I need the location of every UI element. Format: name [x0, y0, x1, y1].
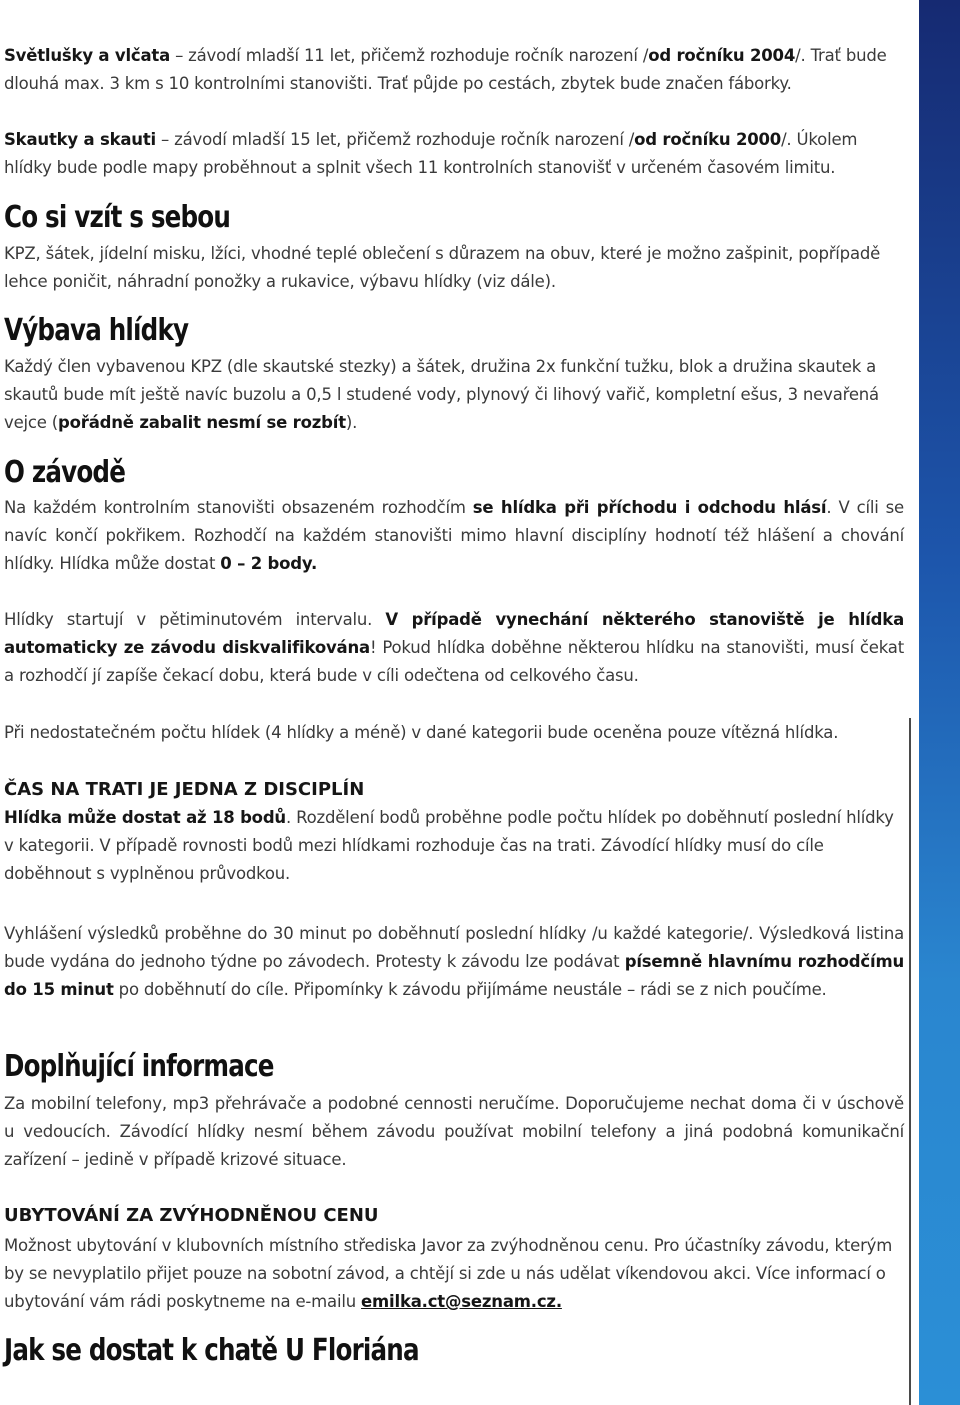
side-color-band — [919, 0, 960, 1405]
bold-text: V případě vynechání některého stanoviště je hlídka automaticky ze závodu diskvalifikována — [4, 610, 905, 657]
email-link[interactable]: emilka.ct@seznam.cz. — [361, 1292, 562, 1311]
paragraph-zavod-3: Při nedostatečném počtu hlídek (4 hlídky a méně) v dané kategorii bude oceněna pouze vítězná hlídka. — [4, 723, 839, 742]
paragraph-doplnujici: Za mobilní telefony, mp3 přehrávače a podobné cennosti neručíme. Doporučujeme nechat doma či v úschově u vedoucích. Závodící hlídky nesmí během závodu používat mobilní telefony a jiná podobná komunikační zařízení – jedině v případě krizové situace. — [4, 1094, 904, 1169]
heading-co-si-vzit: Co si vzít s sebou — [4, 200, 231, 235]
paragraph-vybava — [4, 353, 904, 437]
paragraph-ubytovani — [4, 1232, 904, 1316]
side-divider-line — [909, 718, 911, 1405]
text-span: Každý člen vybavenou KPZ (dle skautské stezky) a šátek, družina 2x funkční tužku, blok a družina skautek a skautů bude mít ještě navíc buzolu a 0,5 l studené vody, plynový či lihový vařič, kompletní ešus, 3 nevařená vejce ( — [4, 357, 879, 432]
text-span: – závodí mladší 15 let, přičemž rozhoduje ročník narození / — [156, 130, 635, 149]
bold-text: Skautky a skauti — [4, 130, 156, 149]
text-span: . V cíli se navíc končí pokřikem. Rozhodčí na každém stanovišti mimo hlavní disciplíny hodnotí též hlášení a chování hlídky. Hlídka může dostat — [4, 498, 904, 573]
paragraph-co-si-vzit: KPZ, šátek, jídelní misku, lžíci, vhodné teplé oblečení s důrazem na obuv, které je možno zašpinit, popřípadě lehce poničit, náhradní ponožky a rukavice, výbavu hlídky (viz dále). — [4, 244, 881, 291]
text-span: – závodí mladší 11 let, přičemž rozhoduje ročník narození / — [170, 46, 649, 65]
text-span: Vyhlášení výsledků proběhne do 30 minut po doběhnutí poslední hlídky /u každé kategorie/. Výsledková listina bude vydána do jednoho týdne po závodech. Protesty k závodu lze podávat — [4, 924, 904, 971]
bold-text: se hlídka při příchodu i odchodu hlásí — [472, 498, 827, 517]
bold-text: od ročníku 2000 — [634, 130, 782, 149]
paragraph-cas-1 — [4, 804, 904, 888]
paragraph-cas-2 — [4, 920, 904, 1004]
text-span: ! Pokud hlídka doběhne některou hlídku na stanovišti, musí čekat a rozhodčí jí zapíše čekací dobu, která bude v cíli odečtena od celkového času. — [4, 638, 904, 685]
bold-text: pořádně zabalit nesmí se rozbít — [58, 413, 346, 432]
bold-text: Hlídka může dostat až 18 bodů — [4, 808, 286, 827]
heading-o-zavode: O závodě — [4, 455, 126, 490]
heading-cas-na-trati: ČAS NA TRATI JE JEDNA Z DISCIPLÍN — [4, 779, 365, 800]
text-span: ). — [345, 413, 358, 432]
heading-vybava: Výbava hlídky — [4, 313, 189, 348]
heading-jak-se-dostat: Jak se dostat k chatě U Floriána — [4, 1333, 419, 1368]
text-span: . Rozdělení bodů proběhne podle počtu hlídek po doběhnutí poslední hlídky v kategorii. V případě rovnosti bodů mezi hlídkami rozhoduje čas na trati. Závodící hlídky musí do cíle doběhnout s vyplněnou průvodkou. — [4, 808, 894, 883]
text-span: /. Úkolem hlídky bude podle mapy proběhnout a splnit všech 11 kontrolních stanovišť v určeném časovém limitu. — [4, 130, 858, 177]
text-span: Hlídky startují v pětiminutovém intervalu. — [4, 610, 386, 629]
text-span: Na každém kontrolním stanovišti obsazeném rozhodčím — [4, 498, 473, 517]
bold-text: Světlušky a vlčata — [4, 46, 171, 65]
bold-text: 0 – 2 body. — [220, 554, 318, 573]
heading-doplnujici: Doplňující informace — [4, 1049, 274, 1084]
text-span: Možnost ubytování v klubovních místního střediska Javor za zvýhodněnou cenu. Pro účastníky závodu, kterým by se nevyplatilo přijet pouze na sobotní závod, a chtějí si zde u nás udělat víkendovou akci. Více informací o ubytování vám rádi poskytneme na e-mailu — [4, 1236, 893, 1311]
paragraph-zavod-2 — [4, 606, 904, 690]
paragraph-zavod-1 — [4, 494, 904, 578]
paragraph-skauti — [4, 126, 904, 182]
text-span: /. Trať bude dlouhá max. 3 km s 10 kontrolními stanovišti. Trať půjde po cestách, zbytek bude značen fáborky. — [4, 46, 887, 93]
text-span: po doběhnutí do cíle. Připomínky k závodu přijímáme neustále – rádi se z nich poučíme. — [113, 980, 827, 999]
heading-ubytovani: UBYTOVÁNÍ ZA ZVÝHODNĚNOU CENU — [4, 1205, 379, 1226]
bold-text: písemně hlavnímu rozhodčímu do 15 minut — [4, 952, 904, 999]
paragraph-svetlusky — [4, 42, 904, 98]
bold-text: od ročníku 2004 — [648, 46, 796, 65]
